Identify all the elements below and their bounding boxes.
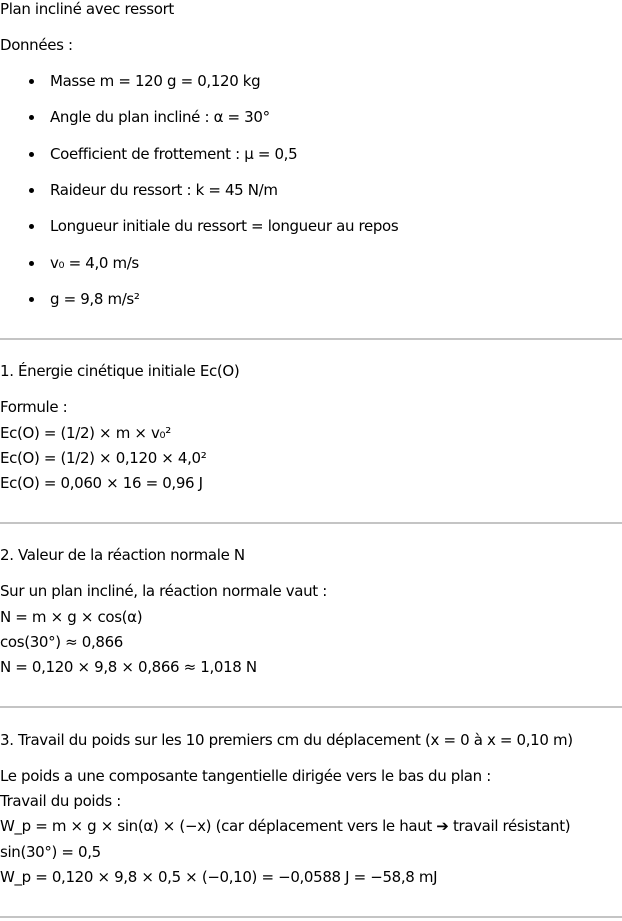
section2-line: N = m × g × cos(α): [0, 608, 143, 626]
section3-line: Le poids a une composante tangentielle dirigée vers le bas du plan :: [0, 767, 491, 785]
section-divider: [0, 522, 622, 524]
section1-line: Ec(O) = (1/2) × 0,120 × 4,0²: [0, 449, 207, 467]
section-divider: [0, 916, 622, 918]
bullet-icon: [29, 115, 34, 120]
section1-line: Formule :: [0, 398, 68, 416]
section2-line: cos(30°) ≈ 0,866: [0, 633, 123, 651]
section3-line: sin(30°) = 0,5: [0, 843, 101, 861]
section-divider: [0, 338, 622, 340]
section-divider: [0, 706, 622, 708]
page-title: Plan incliné avec ressort: [0, 0, 174, 18]
bullet-icon: [29, 261, 34, 266]
section3-line: W_p = 0,120 × 9,8 × 0,5 × (−0,10) = −0,0588 J = −58,8 mJ: [0, 868, 438, 886]
section2-line: Sur un plan incliné, la réaction normale vaut :: [0, 582, 327, 600]
bullet-icon: [29, 297, 34, 302]
bullet-icon: [29, 152, 34, 157]
section1-heading: 1. Énergie cinétique initiale Ec(O): [0, 362, 240, 380]
section1-line: Ec(O) = (1/2) × m × v₀²: [0, 424, 171, 442]
bullet-icon: [29, 188, 34, 193]
section3-line: W_p = m × g × sin(α) × (−x) (car déplacement vers le haut ➔ travail résistant): [0, 817, 571, 835]
bullet-icon: [29, 224, 34, 229]
bullet-icon: [29, 79, 34, 84]
section1-line: Ec(O) = 0,060 × 16 = 0,96 J: [0, 474, 203, 492]
document-page: Plan incliné avec ressort Données : Masse m = 120 g = 0,120 kg Angle du plan incliné : α = 30° Coefficient de frottement : μ = 0,5 Raideur du ressort : k = 45 N/m Longueur initiale du ressort = longueur au repos v₀ = 4,0 m/s g = 9,8 m/s² 1. Énergie cinétique initiale Ec(O) Formule : Ec(O) = (1/2) × m × v₀² Ec(O) = (1/2) × 0,120 × 4,0² Ec(O) = 0,060 × 16 = 0,96 J 2. Valeur de la réaction normale N Sur un plan incliné, la réaction normale vaut : N = m × g × cos(α) cos(30°) ≈ 0,866 N = 0,120 × 9,8 × 0,866 ≈ 1,018 N 3. Travail du poids sur les 10 premiers cm du déplacement (x = 0 à x = 0,10 m) Le poids a une composante tangentielle dirigée vers le bas du plan : Travail du poids : W_p = m × g × sin(α) × (−x) (car déplacement vers le haut ➔ travail résistant) sin(30°) = 0,5 W_p = 0,120 × 9,8 × 0,5 × (−0,10) = −0,0588 J = −58,8 mJ: [0, 0, 622, 921]
section2-heading: 2. Valeur de la réaction normale N: [0, 546, 245, 564]
section3-heading: 3. Travail du poids sur les 10 premiers cm du déplacement (x = 0 à x = 0,10 m): [0, 731, 573, 749]
section2-line: N = 0,120 × 9,8 × 0,866 ≈ 1,018 N: [0, 658, 257, 676]
donnees-heading: Données :: [0, 36, 73, 54]
section3-line: Travail du poids :: [0, 792, 122, 810]
